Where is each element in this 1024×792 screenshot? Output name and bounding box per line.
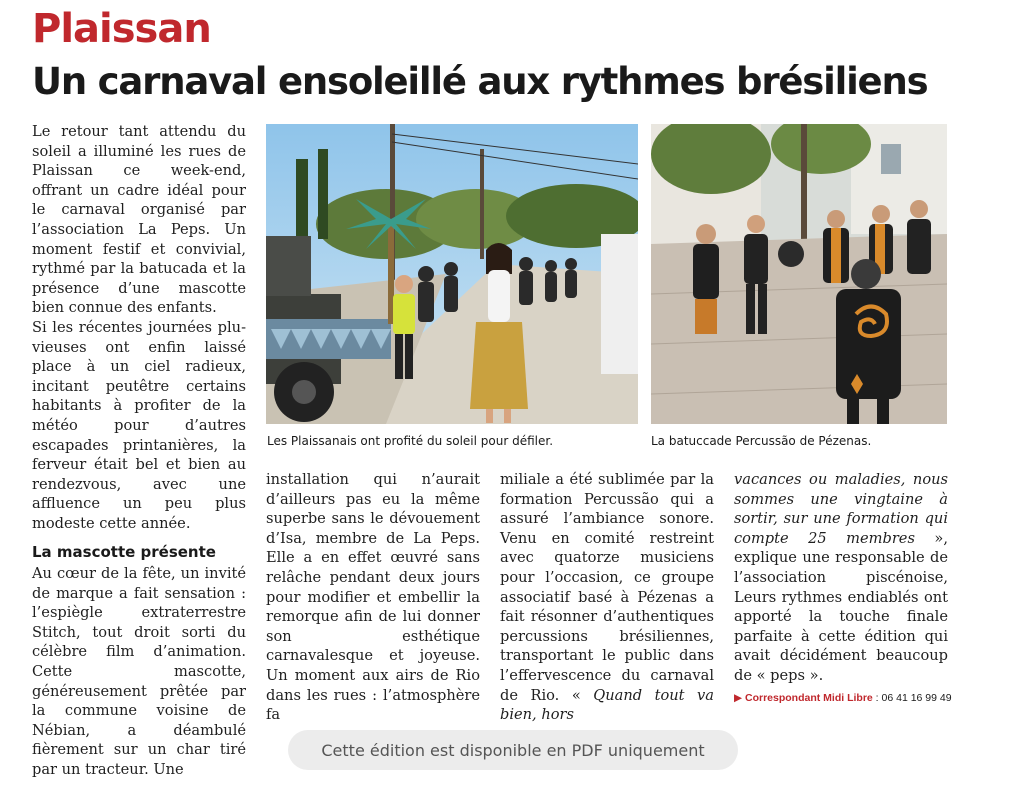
article-paragraph [500, 470, 714, 725]
article-paragraph: Le retour tant attendu du soleil a illuminé les rues de Plaissan ce week-end, offrant un cadre idéal pour le carnaval organisé par l’association La Peps. Un moment festif et convivial, rythmé par la batucada et la présence d’une mascotte bien connue des enfants. [32, 123, 246, 317]
parade-photo [266, 124, 638, 424]
article-kicker: Plaissan [32, 6, 211, 52]
article-quote: Quand tout va bien, hors [500, 686, 714, 724]
article-paragraph [734, 470, 948, 686]
author-credit [734, 689, 952, 709]
article-headline: Un carnaval ensoleillé aux rythmes brésiliens [32, 60, 928, 103]
article-column-3 [500, 470, 714, 725]
credit-label: Correspondant Midi Libre [745, 691, 873, 704]
article-paragraph: installation qui n’aurait d’ailleurs pas eu la même superbe sans le dévouement d’Isa, membre de La Peps. Elle a en effet œuvré sans relâche pendant deux jours pour modifier et embellir la remorque afin de lui donner son esthétique carnavalesque et joyeuse. Un moment aux airs de Rio dans les rues : l’atmosphère fa [266, 471, 480, 724]
article-subhead: La mascotte présente [32, 543, 216, 562]
photo-caption: La batuccade Percussão de Pézenas. [651, 434, 872, 448]
article-paragraph: Si les récentes journées pluvieuses ont enfin laissé place à un ciel radieux, incitant peutêtre certains habitants à profiter de la météo pour d’autres escapades printanières, la ferveur était bel et bien au rendezvous, avec une affluence un peu plus modeste cette année. [32, 318, 246, 532]
pdf-only-banner[interactable]: Cette édition est disponible en PDF uniquement [288, 730, 738, 770]
photo-caption: Les Plaissanais ont profité du soleil pour défiler. [267, 434, 554, 448]
article-column-4 [734, 470, 952, 708]
article-paragraph: Au cœur de la fête, un invité de marque a fait sensation : l’espiègle extraterrestre Stitch, tout droit sorti du célèbre film d’animation. Cette mascotte, généreusement prêtée par la commune voisine de Nébian, a déambulé fièrement sur un char tiré par un tracteur. Une [32, 565, 246, 778]
article-column-1 [32, 122, 246, 780]
triangle-right-icon: ▶ [734, 691, 743, 704]
article-quote: vacances ou maladies, nous sommes une vingtaine à sortir, sur une formation qui compte 25 membres [734, 471, 948, 547]
article-text: miliale a été sublimée par la formation Percussão qui a assuré l’ambiance sonore. Venu en comité restreint avec quatorze musiciens pour l’occasion, ce groupe associatif basé à Pézenas a fait résonner d’authentiques percussions brésiliennes, transportant le public dans l’effervescence du carnaval de Rio. « [500, 471, 714, 704]
credit-phone: : 06 41 16 99 49 [872, 691, 952, 704]
batucada-photo [651, 124, 947, 424]
article-text: », explique une responsable de l’association piscénoise, Leurs rythmes endiablés ont apporté la touche finale parfaite à cette édition qui avait décidément beaucoup de « peps ». [734, 529, 948, 684]
article-column-2 [266, 470, 480, 725]
